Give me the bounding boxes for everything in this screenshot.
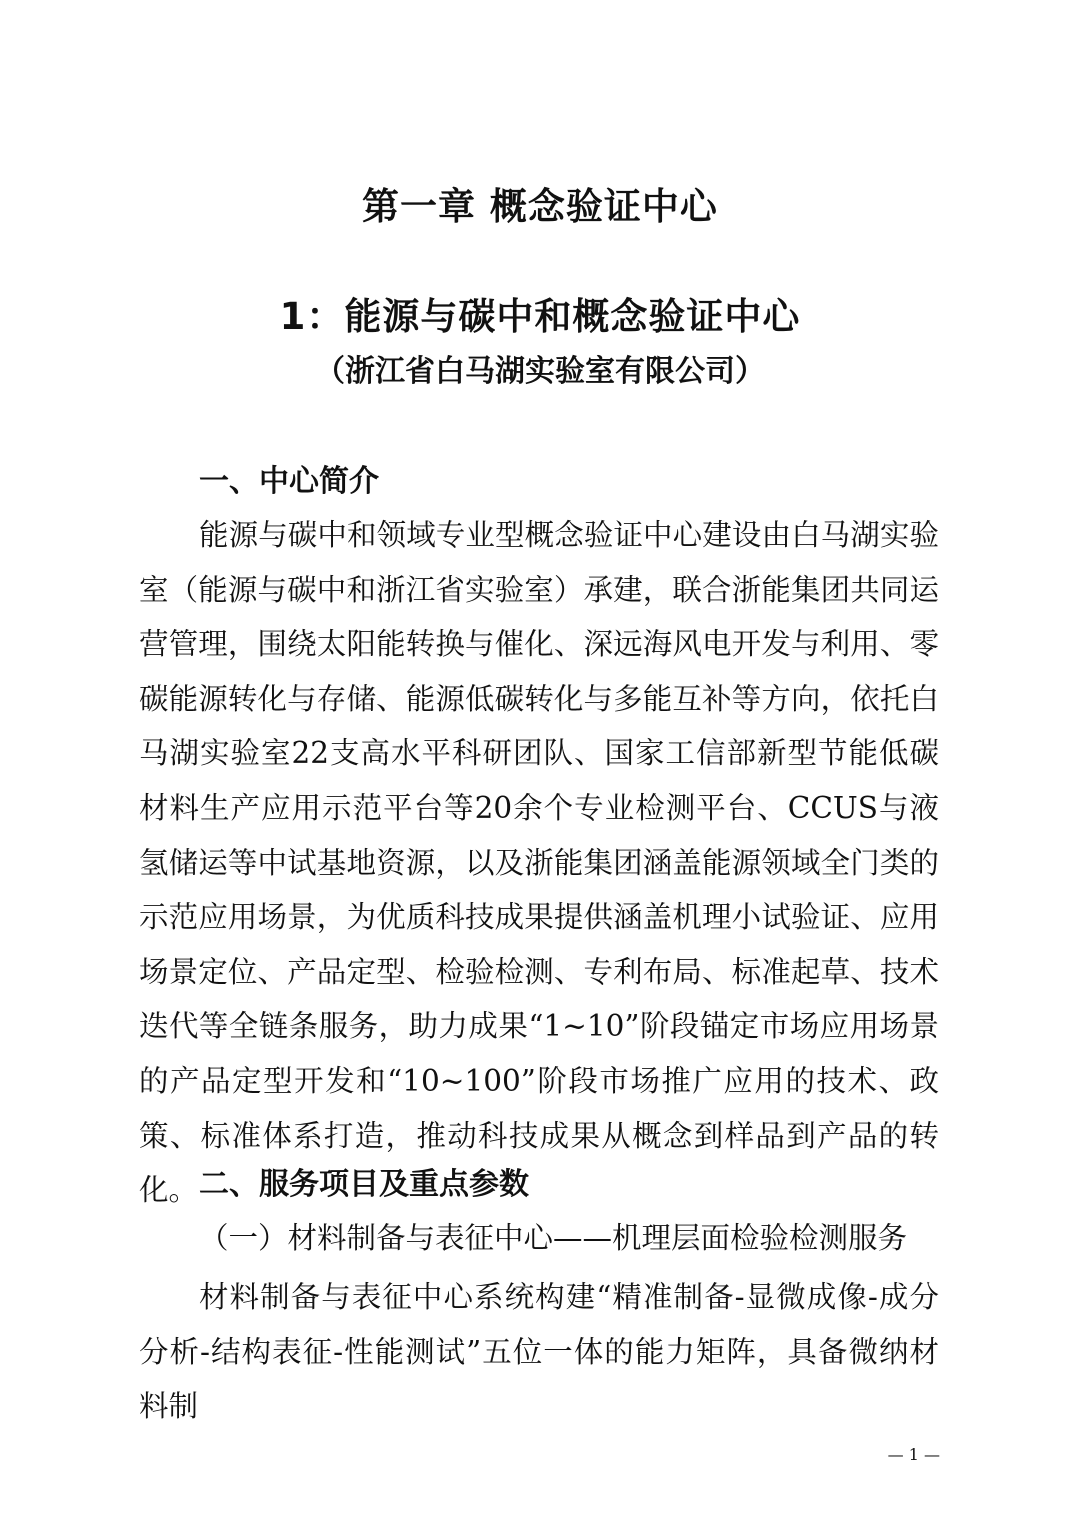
chapter-title: 第一章 概念验证中心 <box>362 185 718 228</box>
subsection-heading-materials: （一）材料制备与表征中心——机理层面检验检测服务 <box>199 1221 908 1255</box>
section-heading-intro: 一、中心简介 <box>199 464 379 499</box>
page-number: — 1 — <box>887 1445 940 1464</box>
center-subtitle: （浙江省白马湖实验室有限公司） <box>315 354 765 389</box>
center-title: 1：能源与碳中和概念验证中心 <box>279 295 801 338</box>
intro-paragraph: 能源与碳中和领域专业型概念验证中心建设由白马湖实验室（能源与碳中和浙江省实验室）承建，联合浙能集团共同运营管理，围绕太阳能转换与催化、深远海风电开发与利用、零碳能源转化与存储、能源低碳转化与多能互补等方向，依托白马湖实验室22支高水平科研团队、国家工信部新型节能低碳材料生产应用示范平台等20余个专业检测平台、CCUS与液氢储运等中试基地资源，以及浙能集团涵盖能源领域全门类的示范应用场景，为优质科技成果提供涵盖机理小试验证、应用场景定位、产品定型、检验检测、专利布局、标准起草、技术迭代等全链条服务，助力成果“1~10”阶段锚定市场应用场景的产品定型开发和“10~100”阶段市场推广应用的技术、政策、标准体系打造，推动科技成果从概念到样品到产品的转化。 <box>139 518 939 1208</box>
materials-paragraph: 材料制备与表征中心系统构建“精准制备-显微成像-成分分析-结构表征-性能测试”五位一体的能力矩阵，具备微纳材料制 <box>139 1280 939 1424</box>
section-heading-services: 二、服务项目及重点参数 <box>199 1167 529 1202</box>
